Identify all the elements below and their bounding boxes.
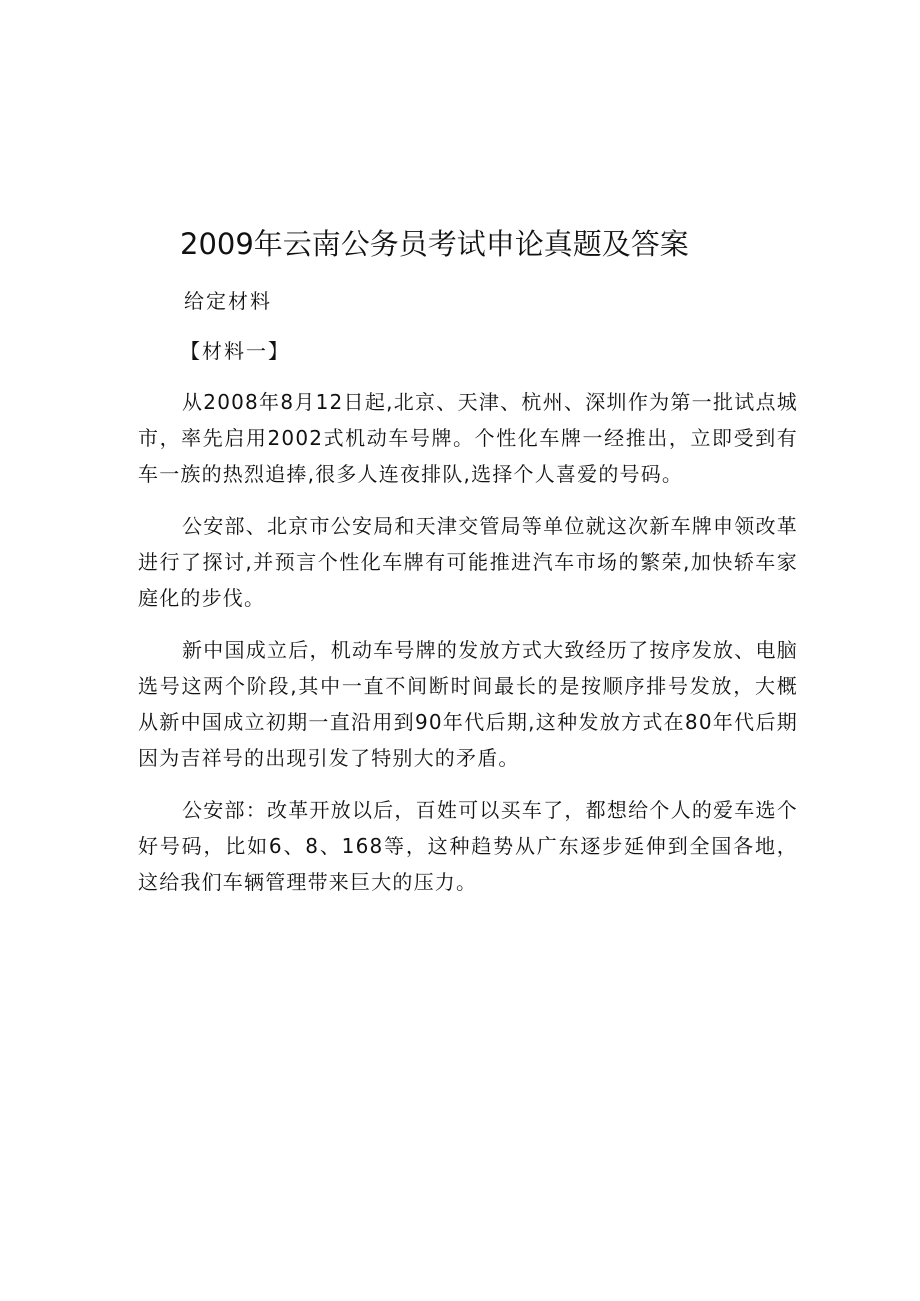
material-tag: 【材料一】 <box>180 339 290 363</box>
paragraph-4: 公安部：改革开放以后，百姓可以买车了，都想给个人的爱车选个好号码，比如6、8、168等，这种趋势从广东逐步延伸到全国各地，这给我们车辆管理带来巨大的压力。 <box>138 798 798 894</box>
paragraph-1: 从2008年8月12日起,北京、天津、杭州、深圳作为第一批试点城市，率先启用2002式机动车号牌。个性化车牌一经推出，立即受到有车一族的热烈追捧,很多人连夜排队,选择个人喜爱的号码。 <box>138 390 798 486</box>
section-label: 给定材料 <box>184 289 272 313</box>
paragraph-3: 新中国成立后，机动车号牌的发放方式大致经历了按序发放、电脑选号这两个阶段,其中一直不间断时间最长的是按顺序排号发放，大概从新中国成立初期一直沿用到90年代后期,这种发放方式在80年代后期因为吉祥号的出现引发了特别大的矛盾。 <box>138 638 798 770</box>
paragraph-2: 公安部、北京市公安局和天津交管局等单位就这次新车牌申领改革进行了探讨,并预言个性化车牌有可能推进汽车市场的繁荣,加快轿车家庭化的步伐。 <box>138 514 798 610</box>
page-title: 2009年云南公务员考试申论真题及答案 <box>180 227 689 261</box>
document-body <box>138 222 798 900</box>
